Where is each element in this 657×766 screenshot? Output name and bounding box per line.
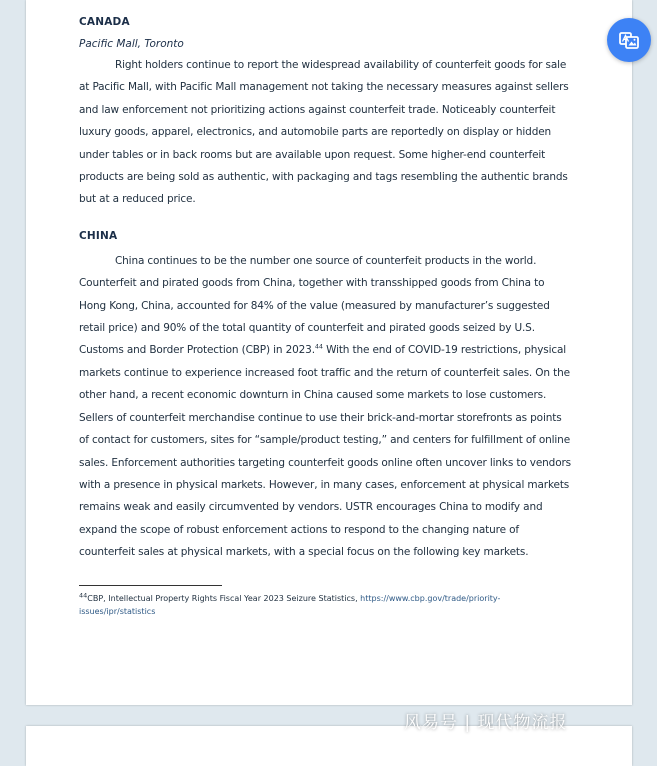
canada-paragraph: Right holders continue to report the widespread availability of counterfeit goods for sale at Pacific Mall, with Pacific Mall management not taking the necessary measures against sellers and law enforcement not prioritizing actions against counterfeit trade. Noticeably counterfeit luxury goods, apparel, electronics, and automobile parts are reportedly on display or hidden under tables or in back rooms but are available upon request. Some higher-end counterfeit products are being sold as authentic, with packaging and tags resembling the authentic brands but at a reduced price. — [79, 59, 569, 206]
china-paragraph-part1: China continues to be the number one source of counterfeit products in the world. Counterfeit and pirated goods from China, together with transshipped goods from China to Hong Kong, China, accounted for 84% of the value (measured by manufacturer’s suggested retail price) and 90% of the total quantity of counterfeit and pirated goods seized by U.S. Customs and Border Protection (CBP) in 2023. — [79, 254, 550, 357]
section-gap — [79, 211, 574, 228]
footnote-text: CBP, Intellectual Property Rights Fiscal Year 2023 Seizure Statistics, — [87, 593, 361, 603]
translate-image-icon — [618, 29, 640, 51]
section-heading-china: CHINA — [79, 229, 118, 242]
document-page — [26, 0, 632, 705]
footnote — [79, 592, 574, 618]
watermark: 风易号 | 现代物流报 — [404, 713, 568, 733]
section-heading-canada: CANADA — [79, 16, 130, 28]
footnote-number: 44 — [79, 590, 88, 599]
page-content — [79, 14, 574, 618]
footnote-reference[interactable]: 44 — [314, 342, 323, 351]
footnote-link[interactable]: https://www.cbp.gov/trade/priority-issues/ipr/statistics — [79, 593, 501, 616]
market-subheading-pacific-mall: Pacific Mall, Toronto — [79, 38, 184, 50]
china-paragraph-part2: With the end of COVID-19 restrictions, physical markets continue to experience increased foot traffic and the return of counterfeit sales. On the other hand, a recent economic downturn in China caused some markets to lose customers. Sellers of counterfeit merchandise continue to use their brick-and-mortar storefronts as points of contact for customers, sites for “sample/product testing,” and centers for fulfillment of online sales. Enforcement authorities targeting counterfeit goods online often uncover links to vendors with a presence in physical markets. However, in many cases, enforcement at physical markets remains weak and easily circumvented by vendors. USTR encourages China to modify and expand the scope of robust enforcement actions to respond to the changing nature of counterfeit sales at physical markets, with a special focus on the following key markets. — [79, 344, 571, 559]
translate-image-button[interactable] — [607, 18, 651, 62]
footnote-divider — [79, 585, 222, 586]
china-paragraph — [79, 250, 574, 564]
